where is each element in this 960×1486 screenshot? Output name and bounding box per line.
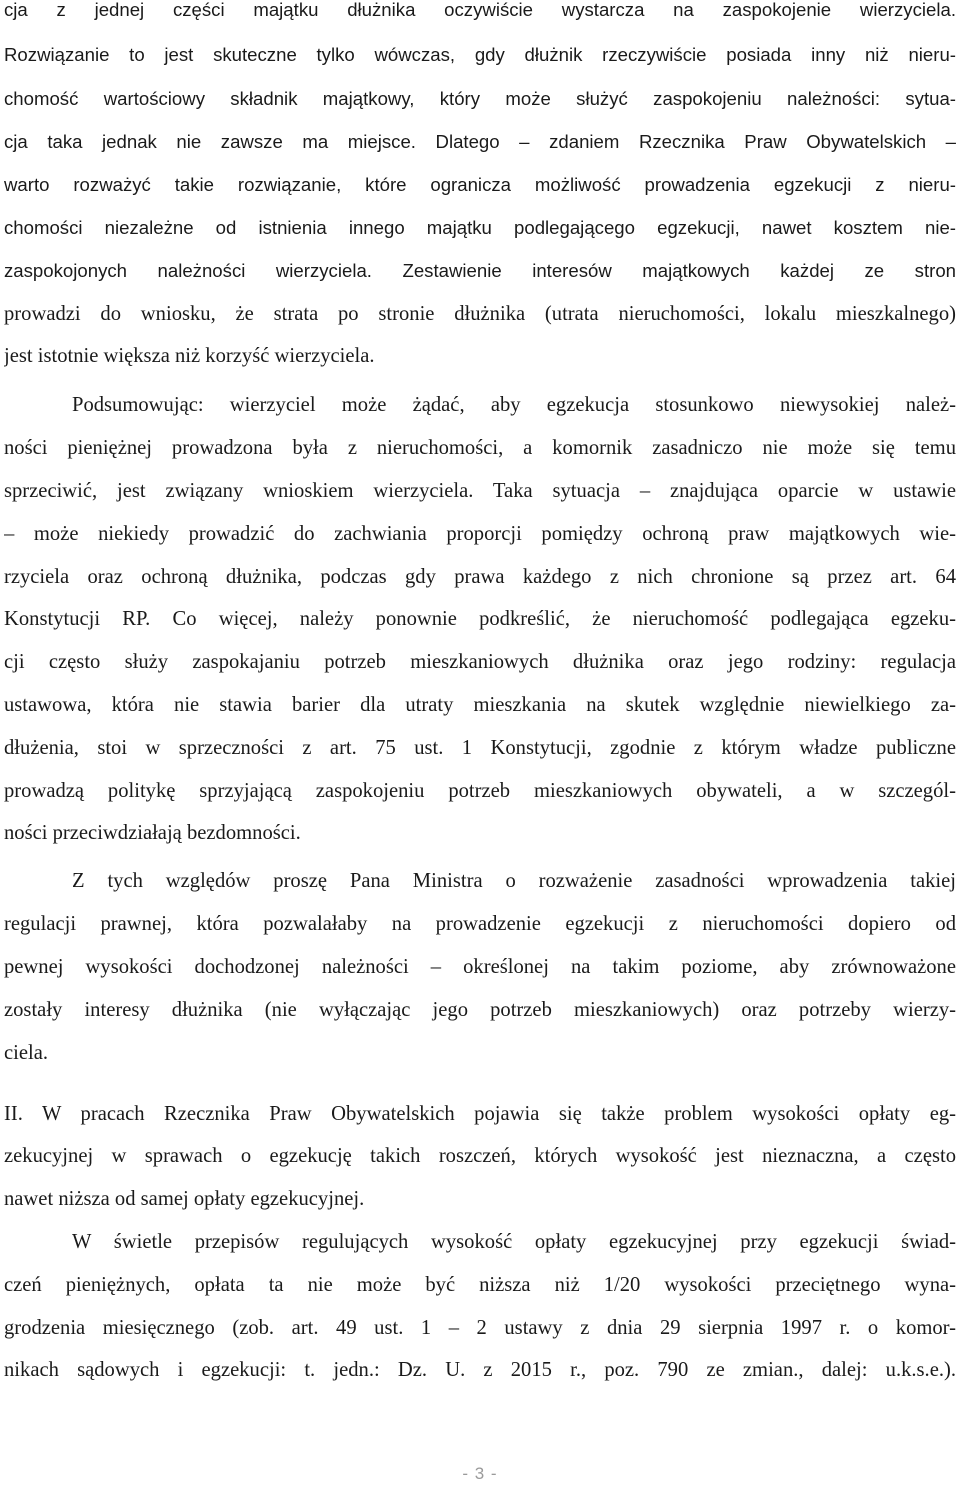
text-line: prowadzą politykę sprzyjającą zaspokojeniu potrzeb mieszkaniowych obywateli, a w szczegól-: [4, 780, 956, 802]
text-line: zekucyjnej w sprawach o egzekucję takich roszczeń, których wysokość jest nieznaczna, a często: [4, 1145, 956, 1167]
text-line: rzyciela oraz ochroną dłużnika, podczas gdy prawa każdego z nich chronione są przez art. 64: [4, 566, 956, 588]
text-line: chomości niezależne od istnienia innego majątku podlegającego egzekucji, nawet kosztem nie-: [4, 217, 956, 238]
text-line: zostały interesy dłużnika (nie wyłączając jego potrzeb mieszkaniowych) oraz potrzeby wierzy-: [4, 999, 956, 1021]
text-line: Rozwiązanie to jest skuteczne tylko wówczas, gdy dłużnik rzeczywiście posiada inny niż nieru-: [4, 44, 956, 65]
text-line: Z tych względów proszę Pana Ministra o rozważenie zasadności wprowadzenia takiej: [72, 870, 956, 892]
text-line: cja z jednej części majątku dłużnika oczywiście wystarcza na zaspokojenie wierzyciela.: [4, 0, 956, 20]
text-line: – może niekiedy prowadzić do zachwiania proporcji pomiędzy ochroną praw majątkowych wie-: [4, 523, 956, 545]
text-line: nikach sądowych i egzekucji: t. jedn.: Dz. U. z 2015 r., poz. 790 ze zmian., dalej: u.k.s.e.).: [4, 1359, 956, 1381]
text-line: grodzenia miesięcznego (zob. art. 49 ust. 1 – 2 ustawy z dnia 29 sierpnia 1997 r. o komor-: [4, 1317, 956, 1339]
text-line: nawet niższa od samej opłaty egzekucyjnej.: [4, 1188, 365, 1210]
text-line: warto rozważyć takie rozwiązanie, które ogranicza możliwość prowadzenia egzekucji z nieru-: [4, 174, 956, 195]
text-line: sprzeciwić, jest związany wnioskiem wierzyciela. Taka sytuacja – znajdująca oparcie w ustawie: [4, 480, 956, 502]
text-line: regulacji prawnej, która pozwalałaby na prowadzenie egzekucji z nieruchomości dopiero od: [4, 913, 956, 935]
page-number: - 3 -: [462, 1464, 498, 1483]
text-line: prowadzi do wniosku, że strata po stronie dłużnika (utrata nieruchomości, lokalu mieszkalnego): [4, 303, 956, 325]
text-line: pewnej wysokości dochodzonej należności – określonej na takim poziome, aby zrównoważone: [4, 956, 956, 978]
text-line: ności przeciwdziałają bezdomności.: [4, 822, 301, 844]
text-line: zaspokojonych należności wierzyciela. Zestawienie interesów majątkowych każdej ze stron: [4, 260, 956, 281]
text-line: Podsumowując: wierzyciel może żądać, aby egzekucja stosunkowo niewysokiej należ-: [72, 394, 956, 416]
text-line: W świetle przepisów regulujących wysokość opłaty egzekucyjnej przy egzekucji świad-: [72, 1231, 956, 1253]
text-line: Konstytucji RP. Co więcej, należy ponownie podkreślić, że nieruchomość podlegająca egzeku-: [4, 608, 956, 630]
text-line: ustawowa, która nie stawia barier dla utraty mieszkania na skutek względnie niewielkiego za-: [4, 694, 956, 716]
text-line: chomość wartościowy składnik majątkowy, który może służyć zaspokojeniu należności: sytua-: [4, 88, 956, 109]
text-line: czeń pieniężnych, opłata ta nie może być niższa niż 1/20 wysokości przeciętnego wyna-: [4, 1274, 956, 1296]
text-line: ności pieniężnej prowadzona była z nieruchomości, a komornik zasadniczo nie może się temu: [4, 437, 956, 459]
text-line: jest istotnie większa niż korzyść wierzyciela.: [4, 345, 375, 367]
text-line: dłużenia, stoi w sprzeczności z art. 75 ust. 1 Konstytucji, zgodnie z którym władze publiczne: [4, 737, 956, 759]
text-line: cji często służy zaspokajaniu potrzeb mieszkaniowych dłużnika oraz jego rodziny: regulacja: [4, 651, 956, 673]
text-line: cja taka jednak nie zawsze ma miejsce. Dlatego – zdaniem Rzecznika Praw Obywatelskich –: [4, 131, 956, 152]
text-line: II. W pracach Rzecznika Praw Obywatelskich pojawia się także problem wysokości opłaty eg-: [4, 1103, 956, 1125]
text-line: ciela.: [4, 1042, 49, 1064]
